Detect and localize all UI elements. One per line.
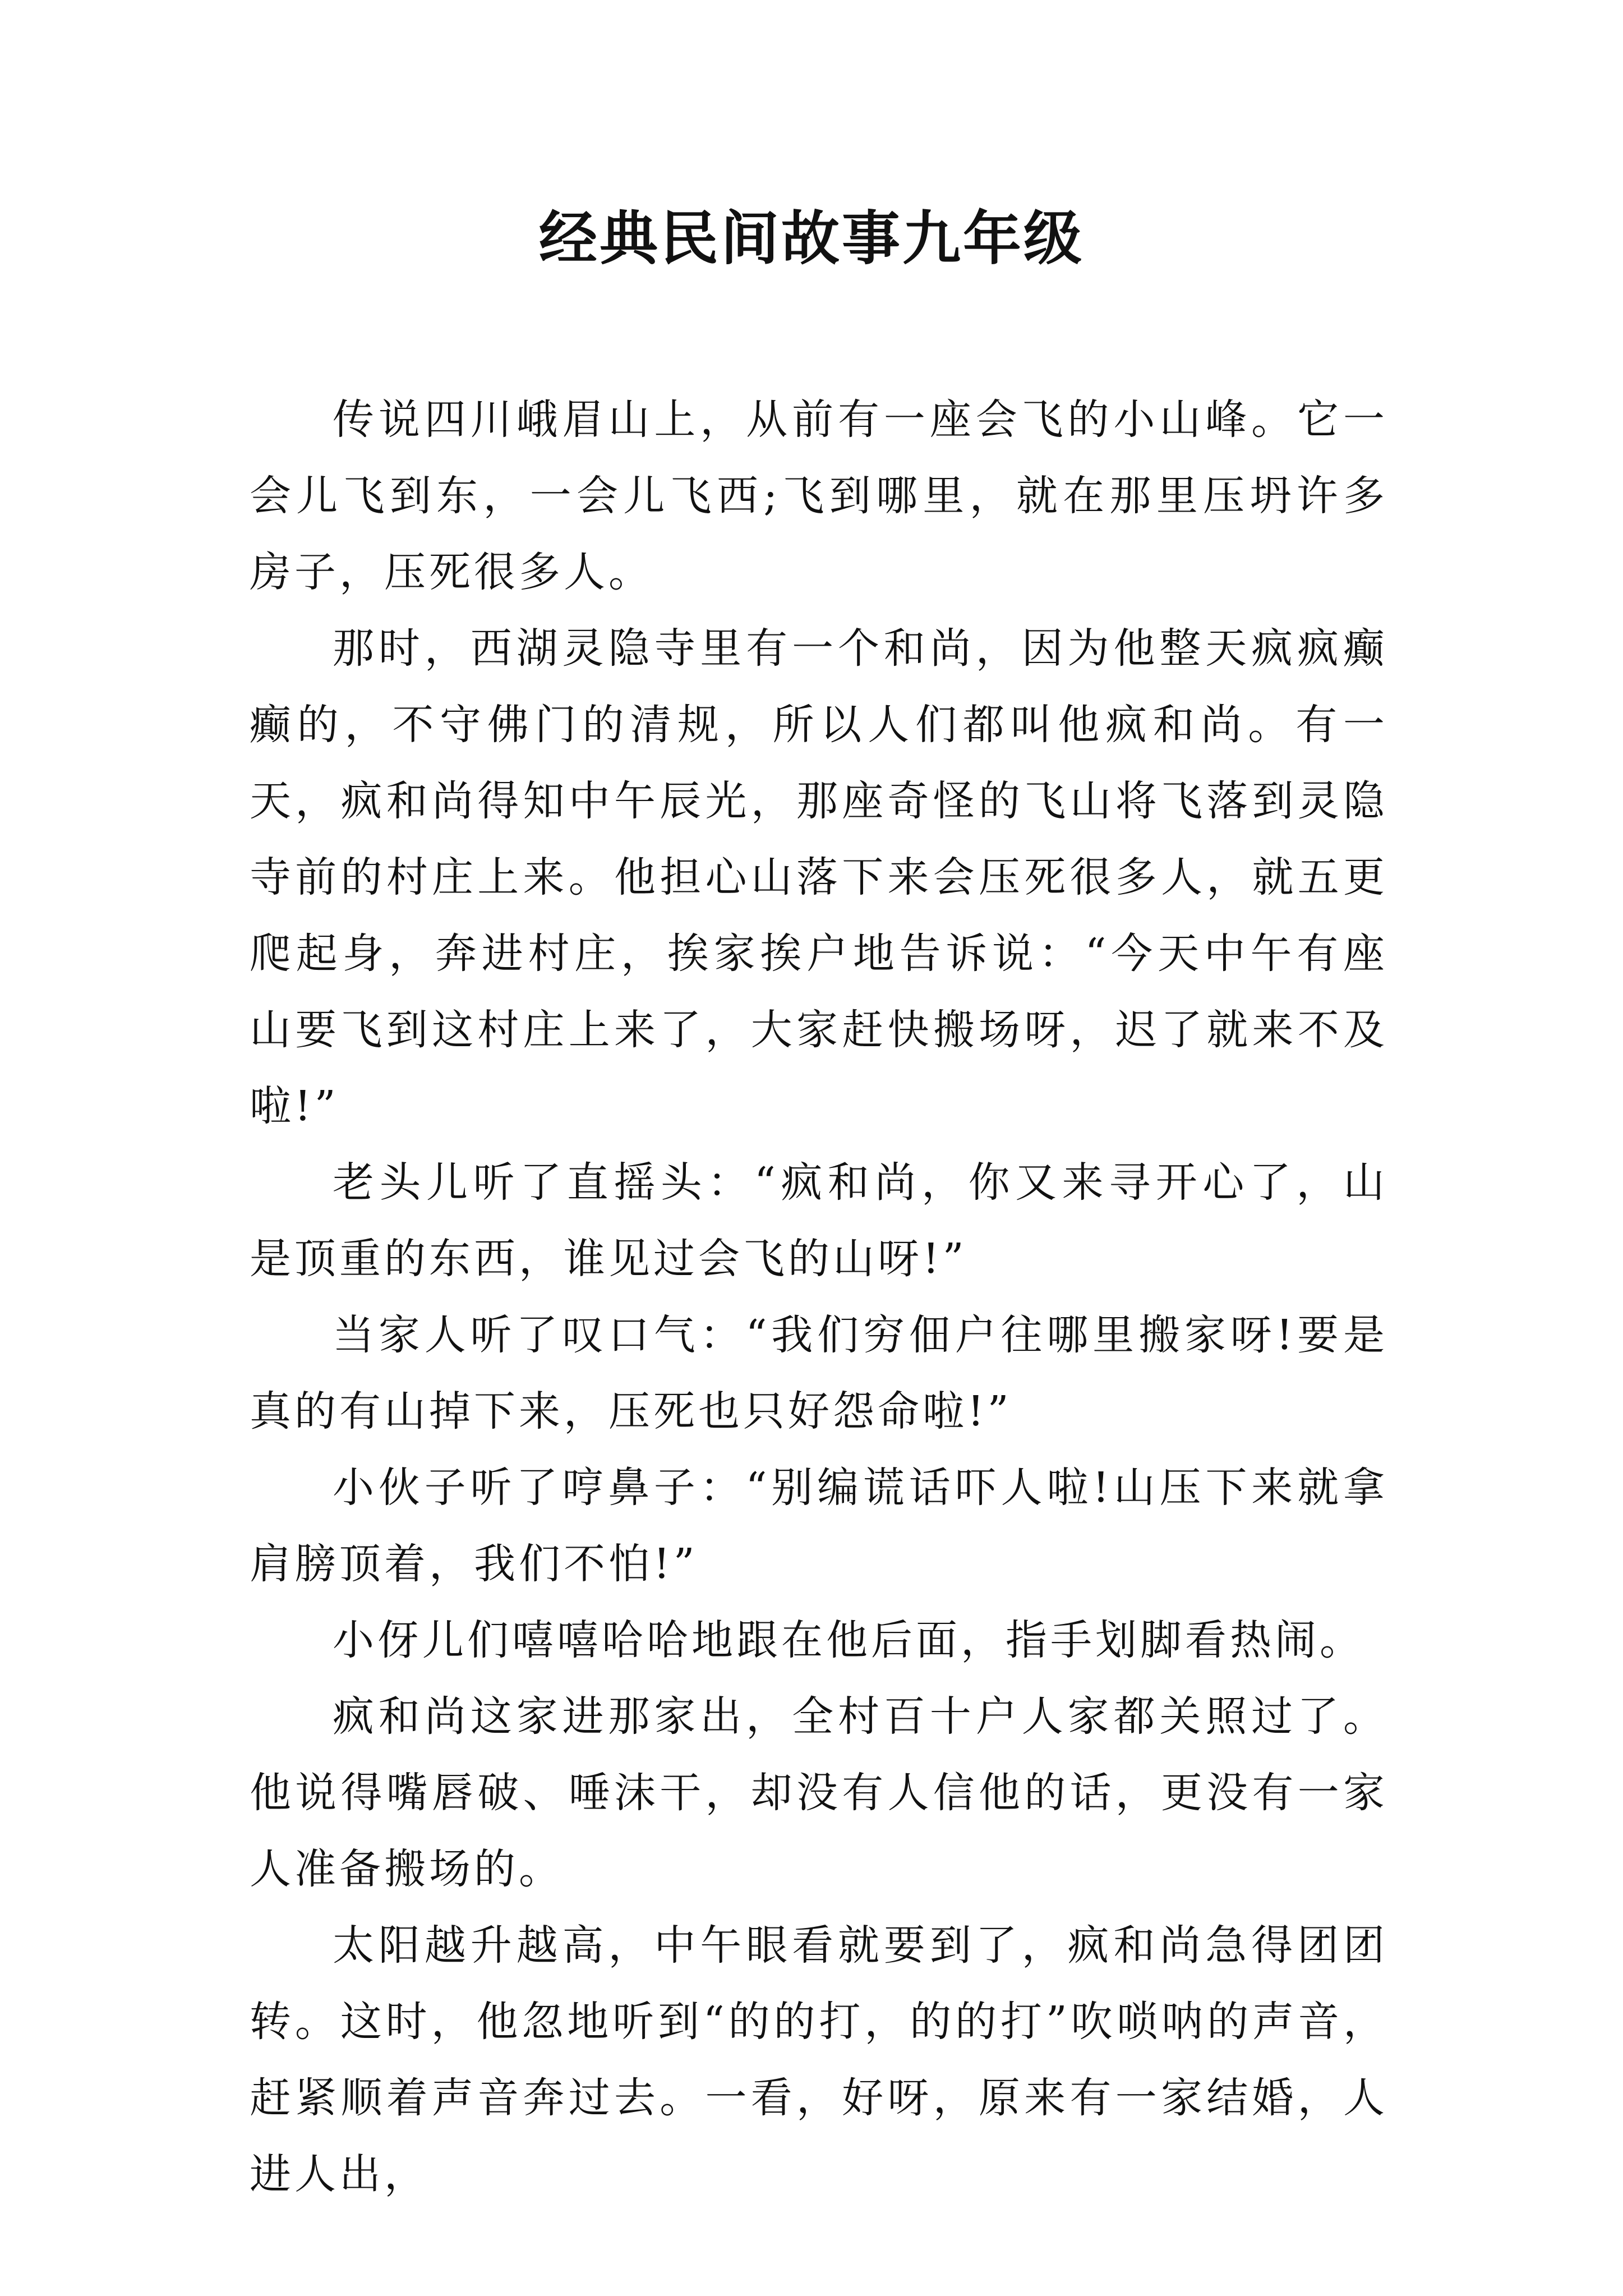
paragraph: 当家人听了叹口气：“我们穷佃户往哪里搬家呀!要是真的有山掉下来，压死也只好怨命啦!” bbox=[250, 1311, 1388, 1435]
document-title: 经典民间故事九年级 bbox=[538, 204, 1084, 273]
paragraph: 老头儿听了直摇头：“疯和尚，你又来寻开心了，山是顶重的东西，谁见过会飞的山呀!” bbox=[250, 1158, 1388, 1283]
paragraph: 太阳越升越高，中午眼看就要到了，疯和尚急得团团转。这时，他忽地听到“的的打，的的打”吹唢呐的声音，赶紧顺着声音奔过去。一看，好呀，原来有一家结婚，人进人出， bbox=[250, 1921, 1388, 2198]
paragraph: 那时，西湖灵隐寺里有一个和尚，因为他整天疯疯癫癫的，不守佛门的清规，所以人们都叫他疯和尚。有一天，疯和尚得知中午辰光，那座奇怪的飞山将飞落到灵隐寺前的村庄上来。他担心山落下来会压死很多人，就五更爬起身，奔进村庄，挨家挨户地告诉说：“今天中午有座山要飞到这村庄上来了，大家赶快搬场呀，迟了就来不及啦!” bbox=[250, 624, 1388, 1130]
paragraph: 小伙子听了哼鼻子：“别编谎话吓人啦!山压下来就拿肩膀顶着，我们不怕!” bbox=[250, 1464, 1388, 1588]
paragraph: 传说四川峨眉山上，从前有一座会飞的小山峰。它一会儿飞到东，一会儿飞西;飞到哪里，就在那里压坍许多房子，压死很多人。 bbox=[250, 395, 1388, 596]
story-body bbox=[250, 381, 1388, 2212]
paragraph: 小伢儿们嘻嘻哈哈地跟在他后面，指手划脚看热闹。 bbox=[333, 1616, 1364, 1664]
paragraph: 疯和尚这家进那家出，全村百十户人家都关照过了。他说得嘴唇破、唾沫干，却没有人信他的话，更没有一家人准备搬场的。 bbox=[250, 1692, 1388, 1893]
